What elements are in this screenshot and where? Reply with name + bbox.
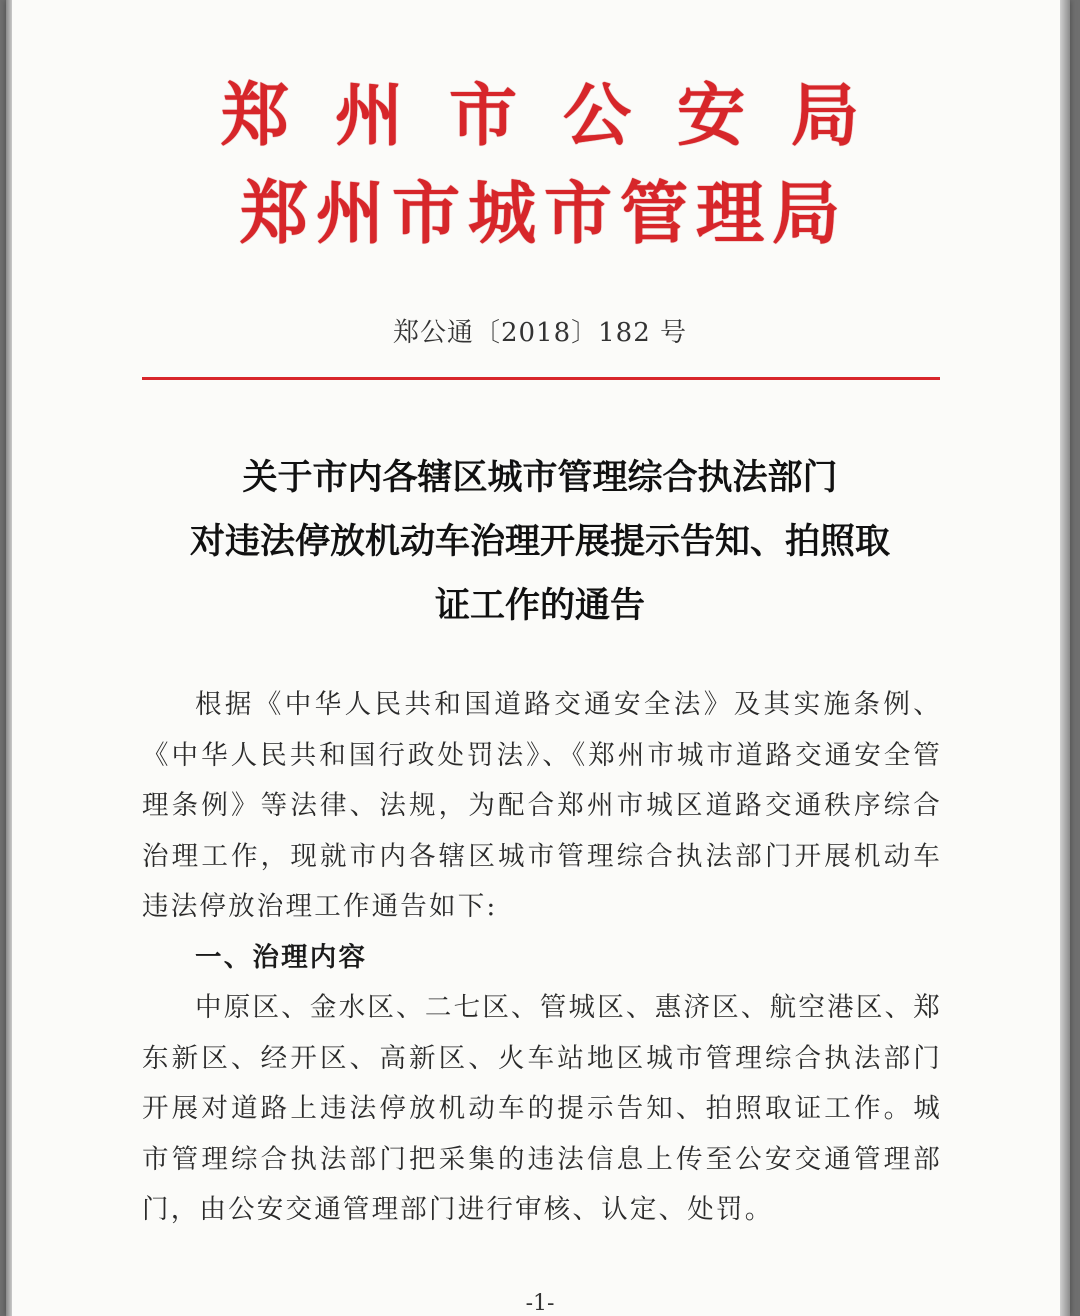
document-number: 郑公通〔2018〕182 号	[392, 318, 688, 348]
red-separator-line	[142, 377, 940, 380]
title-line-2: 对违法停放机动车治理开展提示告知、拍照取	[189, 521, 890, 562]
intro-paragraph: 根据《中华人民共和国道路交通安全法》及其实施条例、《中华人民共和国行政处罚法》、《郑州市城市道路交通安全管理条例》等法律、法规，为配合郑州市城区道路交通秩序综合治理工作，现就市内各辖区城市管理综合执法部门开展机动车违法停放治理工作通告如下:	[142, 689, 942, 922]
section-1-heading: 一、治理内容	[195, 941, 368, 973]
page-number: -1-	[525, 1291, 555, 1316]
issuer-header-line-1: 郑州市公安局	[220, 76, 905, 156]
title-line-1: 关于市内各辖区城市管理综合执法部门	[242, 457, 838, 498]
document-title	[120, 446, 960, 638]
title-line-3: 证工作的通告	[434, 585, 645, 626]
section-1-paragraph: 中原区、金水区、二七区、管城区、惠济区、航空港区、郑东新区、经开区、高新区、火车站地区城市管理综合执法部门开展对道路上违法停放机动车的提示告知、拍照取证工作。城市管理综合执法部门把采集的违法信息上传至公安交通管理部门，由公安交通管理部门进行审核、认定、处罚。	[142, 992, 942, 1225]
document-body	[142, 680, 942, 1236]
issuer-header-line-2: 郑州市城市管理局	[239, 174, 848, 254]
